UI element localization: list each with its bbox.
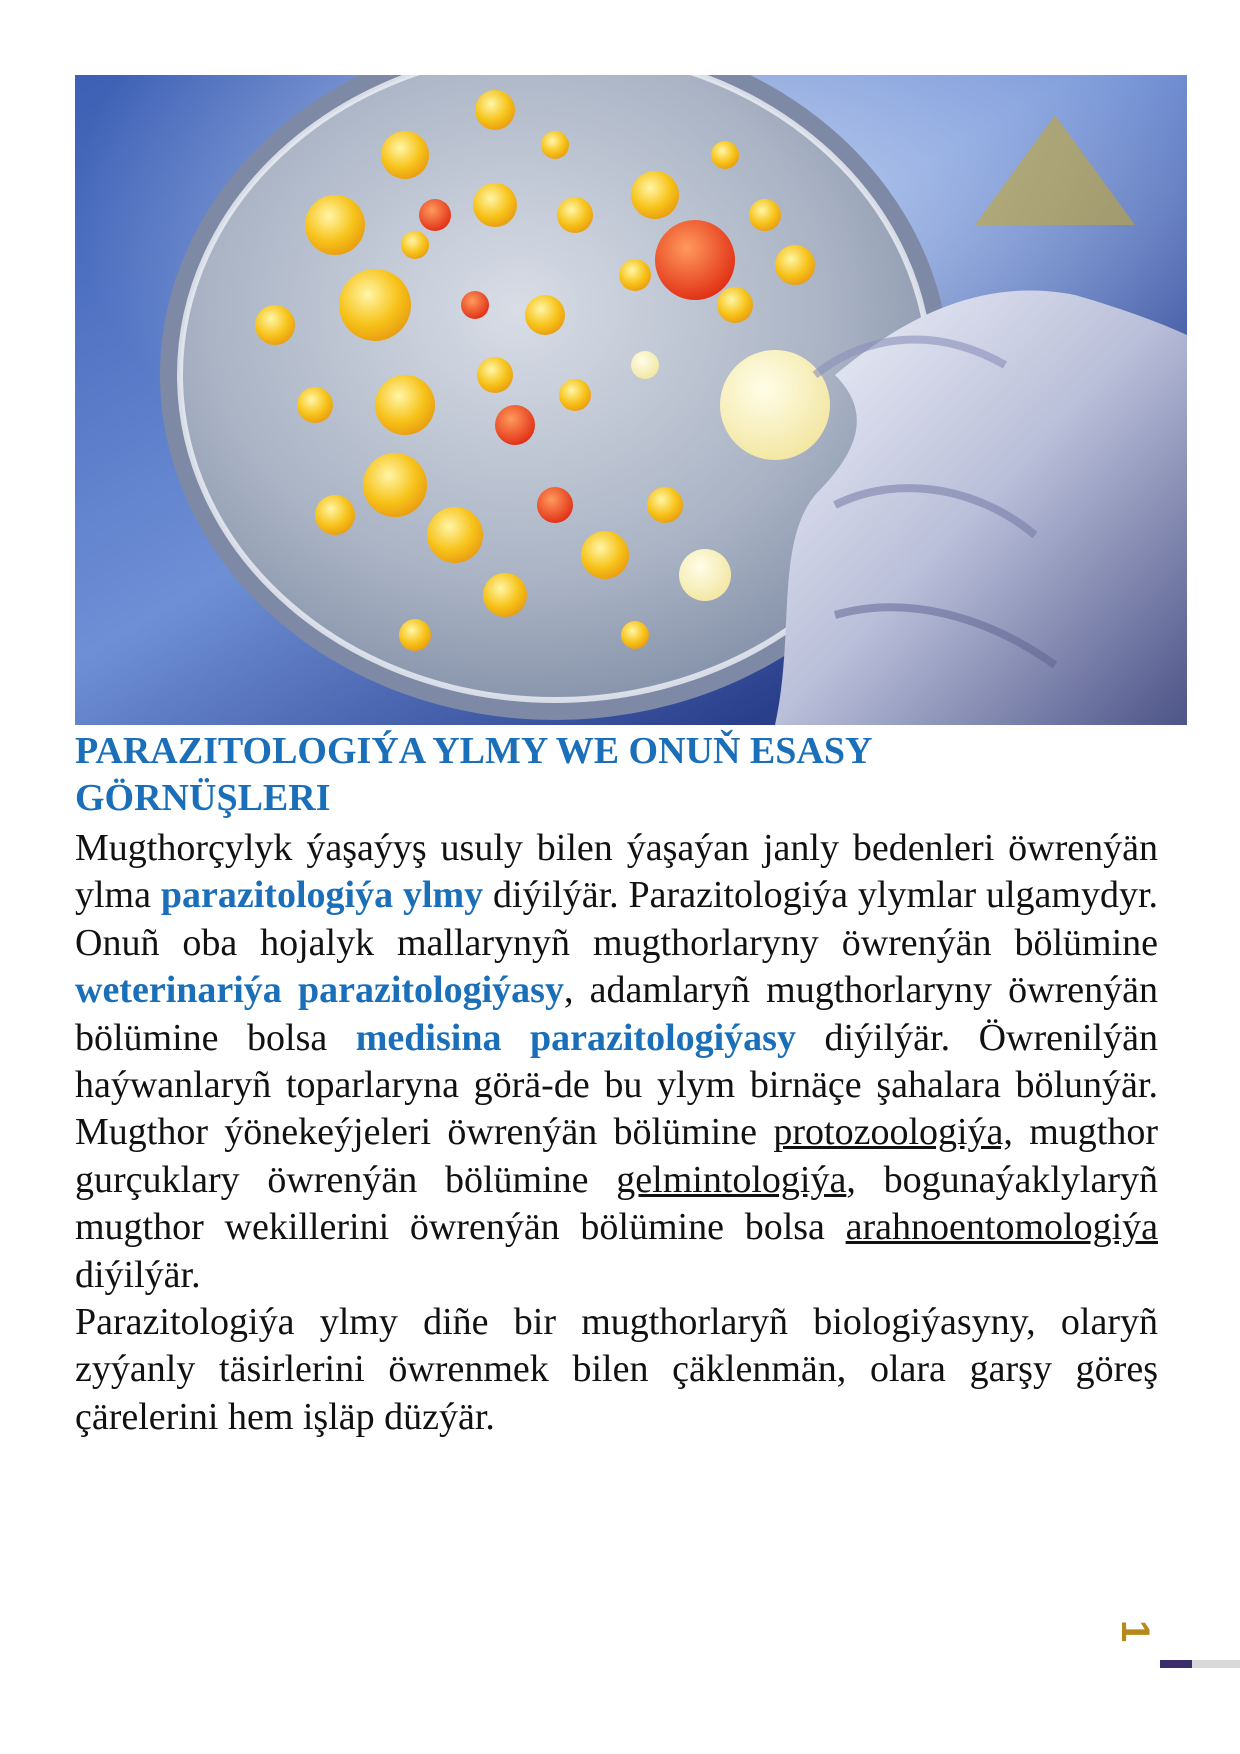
page-number: 1 [1113,1620,1157,1643]
page-title-line-2: GÖRNÜŞLERI [75,777,331,819]
text-segment: , adamlaryñ mugthorlaryny öwrenýän bölümine bolsa [75,969,1159,1059]
paragraph-1 [75,825,1158,1299]
page-title-line-1: PARAZITOLOGIÝA YLMY WE ONUŇ ESASY [75,730,873,772]
text-segment: Mugthorçylyk ýaşaýyş usuly bilen ýaşaýan janly bedenleri öwrenýän ylma [75,827,1158,917]
term-veterinary-parasitology: weterinariýa parazitologiýasy [75,969,564,1012]
text-segment: mugthor gurçuklary öwrenýän bölümine [75,1111,1158,1201]
page-title [75,728,1165,822]
term-arachnoentomology: arahnoentomologiýa [845,1206,1158,1249]
text-segment: diýilýär. Öwrenilýän haýwanlaryñ toparlaryna görä-de bu ylym birnäçe şahalara bölunýär. Mugthor ýönekeýjeleri öwrenýän bölümine [75,1016,1158,1154]
term-parasitology: parazitologiýa ylmy [160,874,484,917]
term-helminthology: gelmintologiýa [616,1158,847,1201]
paragraph-2: Parazitologiýa ylmy diñe bir mugthorlaryñ biologiýasyny, olaryñ zyýanly täsirlerini öwrenmek bilen çäklenmän, olara garşy göreş çärelerini hem işläp düzýär. [75,1301,1158,1438]
hero-photo-petri-dish [75,75,1187,725]
term-protozoology: protozoologiýa, [773,1111,1013,1154]
text-segment: diýilýär. [75,1253,201,1296]
text-segment: diýilýär. Parazitologiýa ylymlar ulgamydyr. Onuñ oba hojalyk mallarynyñ mugthorlaryny öwrenýän bölümine [75,874,1159,964]
page-number-bar [1160,1660,1240,1668]
petri-dish-photo [75,75,1187,725]
gloved-hand [775,290,1187,725]
article-body [75,825,1158,1441]
text-segment: , bogunaýaklylaryñ mugthor wekillerini öwrenýän bölümine bolsa [75,1158,1158,1249]
term-medical-parasitology: medisina parazitologiýasy [355,1016,796,1059]
